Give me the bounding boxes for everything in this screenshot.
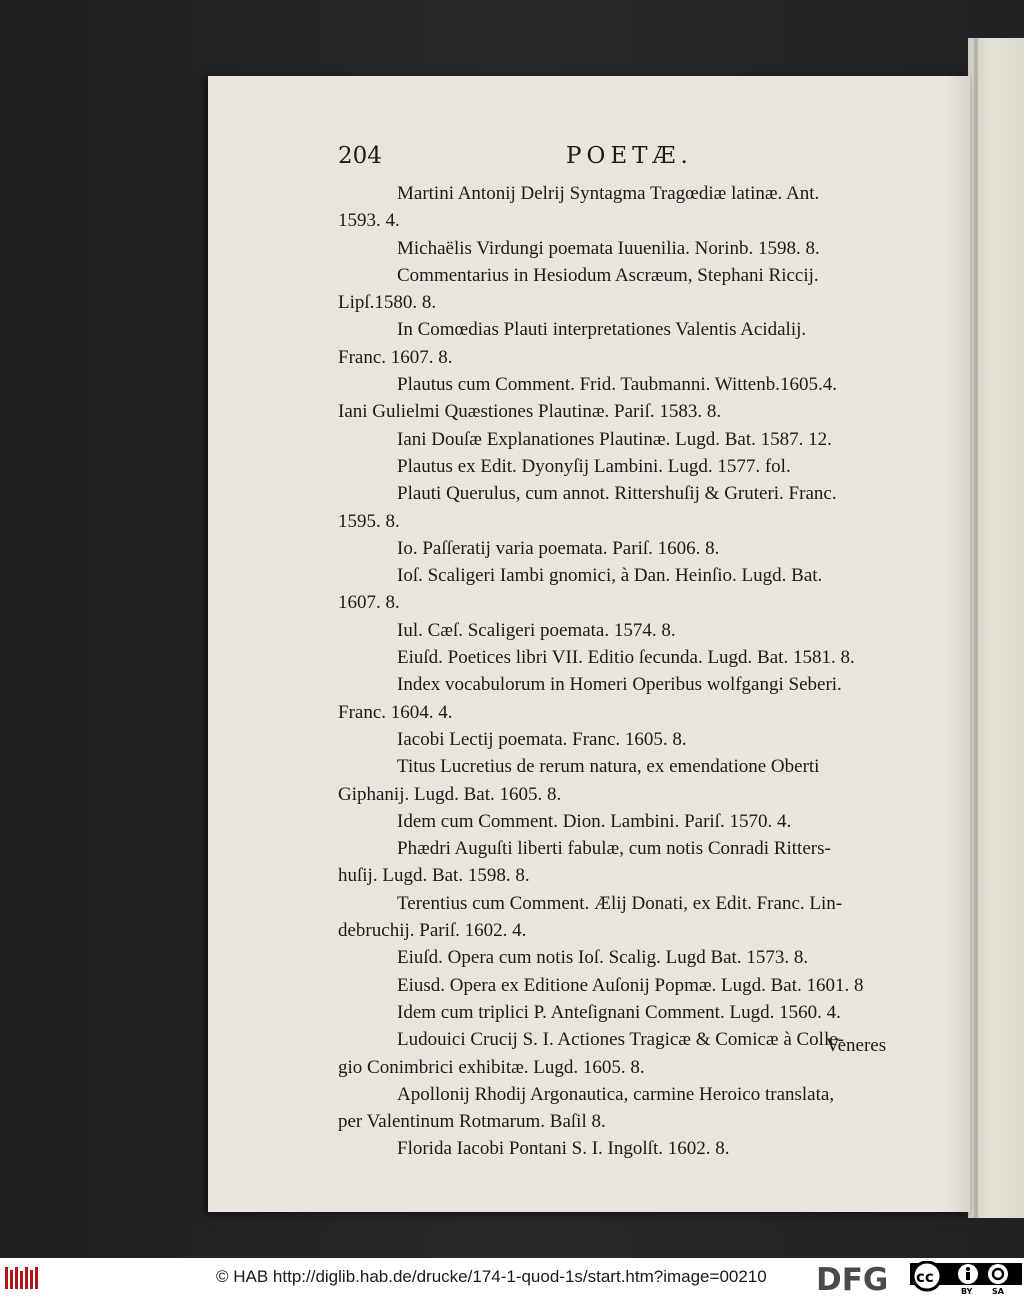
cc-by-label: BY xyxy=(961,1287,973,1295)
page-header xyxy=(338,143,908,177)
text-line: In Comœdias Plauti interpretationes Valentis Acidalij. xyxy=(397,319,807,341)
text-line: Iacobi Lectij poemata. Franc. 1605. 8. xyxy=(397,728,687,750)
text-line: Eiuſd. Poetices libri VII. Editio ſecunda. Lugd. Bat. 1581. 8. xyxy=(397,647,855,669)
text-line: Apollonij Rhodij Argonautica, carmine Heroico translata, xyxy=(397,1083,835,1105)
text-line: 1593. 4. xyxy=(338,210,400,232)
text-line: Commentarius in Hesiodum Ascræum, Stephani Riccij. xyxy=(397,264,819,286)
text-line: huſij. Lugd. Bat. 1598. 8. xyxy=(338,865,530,887)
source-credit-link[interactable]: © HAB http://diglib.hab.de/drucke/174-1-quod-1s/start.htm?image=00210 xyxy=(216,1267,767,1286)
text-line: Io. Paſſeratij varia poemata. Pariſ. 1606. 8. xyxy=(397,537,720,559)
cc-sa-label: SA xyxy=(992,1287,1004,1295)
text-line: Lipſ.1580. 8. xyxy=(338,292,437,314)
text-line: Giphanij. Lugd. Bat. 1605. 8. xyxy=(338,783,562,805)
text-line: 1607. 8. xyxy=(338,592,400,614)
running-head: POETÆ. xyxy=(566,143,693,169)
dfg-logo-label: DFG xyxy=(816,1263,889,1293)
page-number: 204 xyxy=(338,143,382,169)
text-line: Iani Gulielmi Quæstiones Plautinæ. Pariſ. 1583. 8. xyxy=(338,401,722,423)
page-body-text xyxy=(338,180,910,1163)
text-line: 1595. 8. xyxy=(338,510,400,532)
text-line: Titus Lucretius de rerum natura, ex emendatione Oberti xyxy=(397,756,820,778)
text-line: Plautus ex Edit. Dyonyſij Lambini. Lugd. 1577. fol. xyxy=(397,455,791,477)
text-line: Plauti Querulus, cum annot. Rittershuſij & Gruteri. Franc. xyxy=(397,483,837,505)
text-line: per Valentinum Rotmarum. Baſil 8. xyxy=(338,1111,606,1133)
facing-page-edge xyxy=(968,38,1024,1218)
text-line: Terentius cum Comment. Ælij Donati, ex Edit. Franc. Lin- xyxy=(397,892,843,914)
text-line: Eiusd. Opera ex Editione Auſonij Popmæ. Lugd. Bat. 1601. 8 xyxy=(397,974,864,996)
text-line: Eiuſd. Opera cum notis Ioſ. Scalig. Lugd Bat. 1573. 8. xyxy=(397,947,809,969)
hab-logo-icon[interactable] xyxy=(4,1265,40,1291)
text-line: debruchij. Pariſ. 1602. 4. xyxy=(338,920,527,942)
text-line: Phædri Auguſti liberti fabulæ, cum notis Conradi Ritters- xyxy=(397,838,831,860)
text-line: Iul. Cæſ. Scaligeri poemata. 1574. 8. xyxy=(397,619,676,641)
text-line: gio Conimbrici exhibitæ. Lugd. 1605. 8. xyxy=(338,1056,645,1078)
viewer-footer xyxy=(0,1258,1024,1297)
catchword: Veneres xyxy=(826,1035,887,1056)
text-line: Ludouici Crucij S. I. Actiones Tragicæ & Comicæ à Colle- xyxy=(397,1029,845,1051)
text-line: Michaëlis Virdungi poemata Iuuenilia. Norinb. 1598. 8. xyxy=(397,237,820,259)
text-line: Florida Iacobi Pontani S. I. Ingolſt. 1602. 8. xyxy=(397,1138,730,1160)
text-line: Franc. 1604. 4. xyxy=(338,701,453,723)
cc-license-icon[interactable] xyxy=(910,1261,1022,1295)
page-edge-strip xyxy=(974,38,978,1218)
dfg-logo-icon[interactable] xyxy=(814,1263,908,1293)
text-line: Idem cum Comment. Dion. Lambini. Pariſ. 1570. 4. xyxy=(397,810,792,832)
svg-text:cc: cc xyxy=(916,1268,934,1286)
text-line: Iani Douſæ Explanationes Plautinæ. Lugd. Bat. 1587. 12. xyxy=(397,428,832,450)
text-line: Ioſ. Scaligeri Iambi gnomici, à Dan. Heinſio. Lugd. Bat. xyxy=(397,565,823,587)
text-line: Plautus cum Comment. Frid. Taubmanni. Wittenb.1605.4. xyxy=(397,374,837,396)
text-line: Martini Antonij Delrij Syntagma Tragœdiæ latinæ. Ant. xyxy=(397,183,820,204)
text-line: Franc. 1607. 8. xyxy=(338,346,453,368)
text-line: Index vocabulorum in Homeri Operibus wolfgangi Seberi. xyxy=(397,674,842,696)
text-line: Idem cum triplici P. Anteſignani Comment. Lugd. 1560. 4. xyxy=(397,1001,841,1023)
